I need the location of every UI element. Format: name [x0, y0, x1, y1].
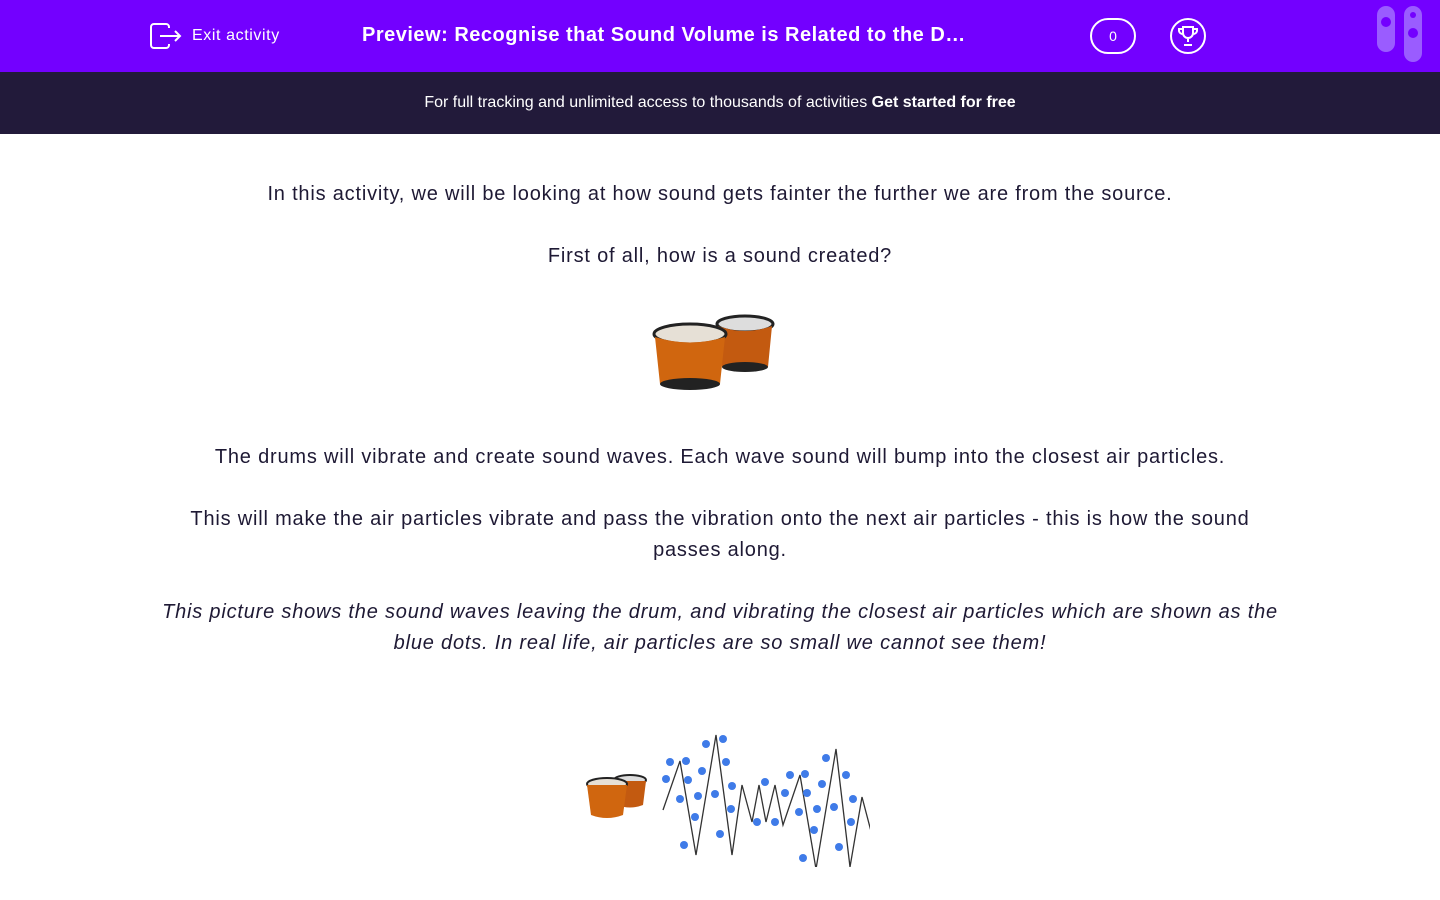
exit-icon	[150, 22, 182, 50]
score-badge: 0	[1090, 18, 1136, 54]
bongo-drums-small	[587, 775, 646, 818]
sound-wave-diagram	[0, 717, 1440, 877]
signup-banner	[0, 72, 1440, 134]
intro-text: In this activity, we will be looking at how sound gets fainter the further we are from the source.	[267, 183, 1173, 205]
activity-content	[0, 179, 1440, 877]
question-text: First of all, how is a sound created?	[547, 245, 893, 267]
banner-text: For full tracking and unlimited access to thousands of activities	[424, 94, 872, 111]
drums-vibrate-text: The drums will vibrate and create sound waves. Each wave sound will bump into the closest air particles.	[214, 446, 1226, 468]
bongo-drums-image	[0, 312, 1440, 412]
exit-label: Exit activity	[192, 27, 280, 44]
picture-caption: This picture shows the sound waves leaving the drum, and vibrating the closest air particles which are shown as the blue dots. In real life, air particles are so small we cannot see them!	[162, 601, 1278, 654]
exit-activity-button[interactable]	[150, 22, 280, 50]
particles-text: This will make the air particles vibrate and pass the vibration onto the next air particles - this is how the sound passes along.	[190, 508, 1250, 561]
get-started-link[interactable]: Get started for free	[871, 94, 1016, 111]
top-bar	[0, 0, 1440, 72]
air-particles	[662, 735, 870, 862]
trophy-icon	[1178, 25, 1198, 47]
test-tubes-logo-icon	[1376, 6, 1426, 64]
activity-title: Preview: Recognise that Sound Volume is Related to the D…	[362, 24, 966, 46]
trophy-button[interactable]	[1170, 18, 1206, 54]
